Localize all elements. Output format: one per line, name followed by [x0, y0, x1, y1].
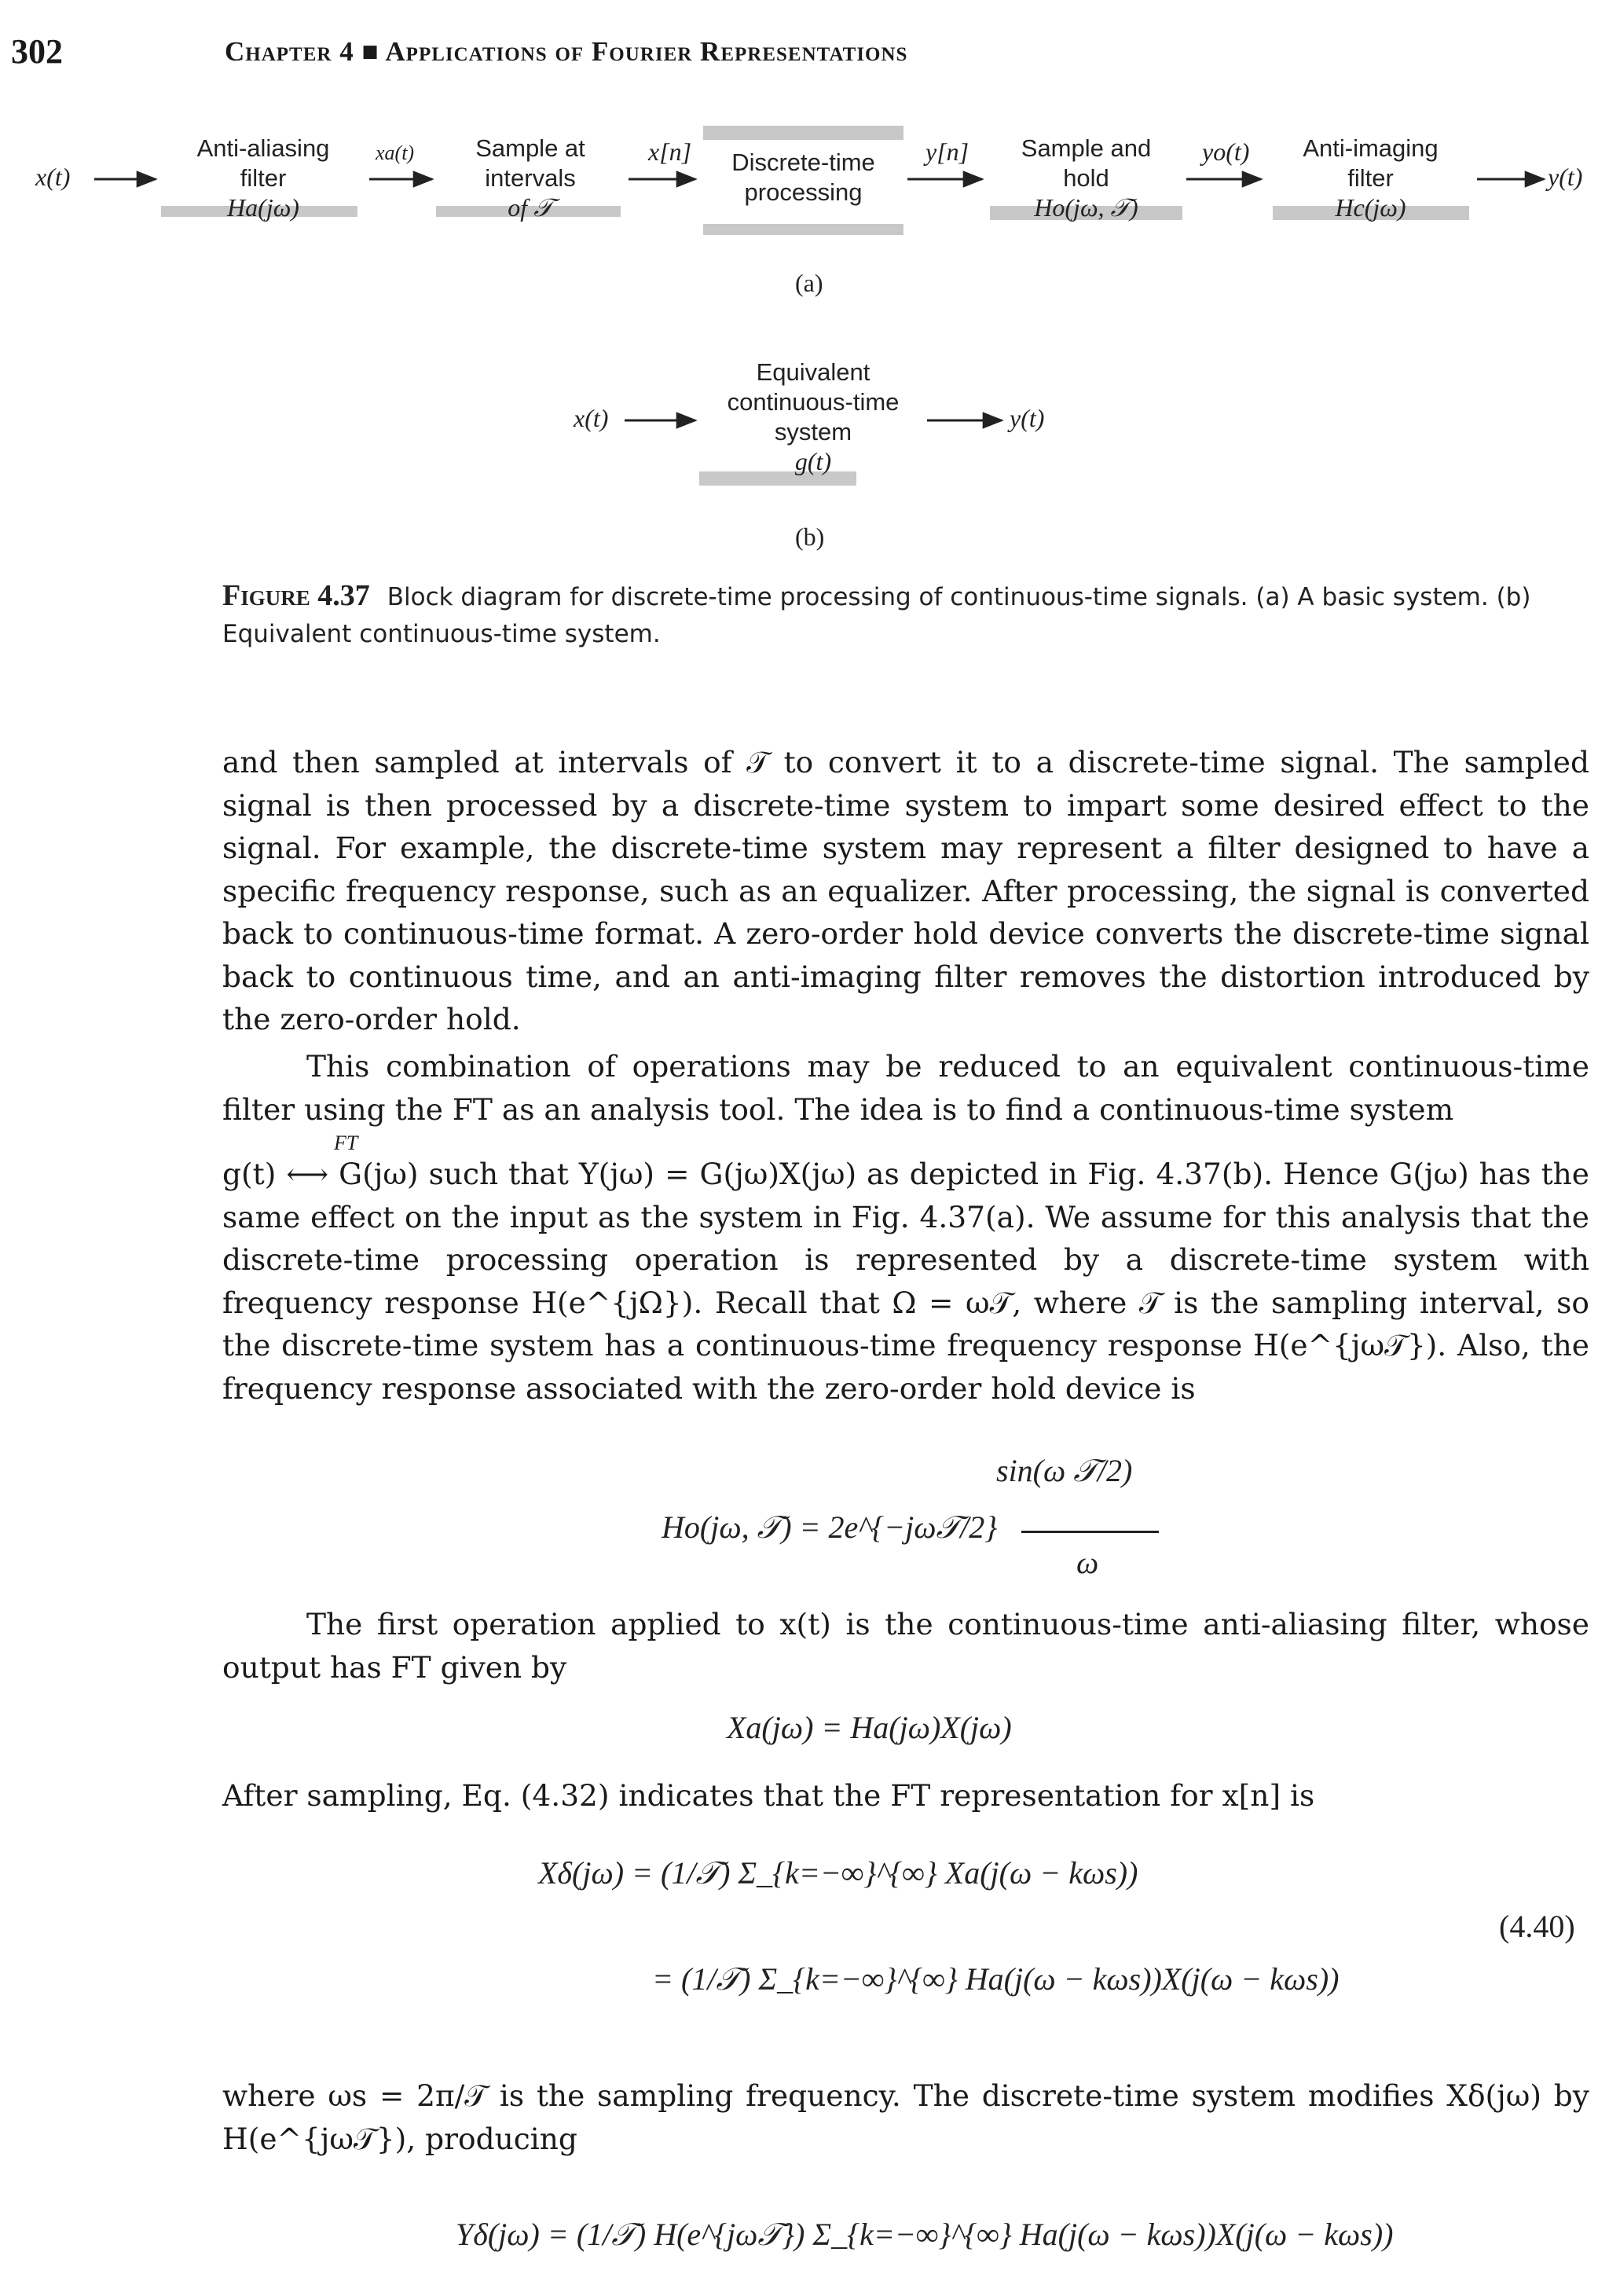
- block-transfer: Ho(jω, 𝒯): [1034, 193, 1138, 222]
- equation-zoh-numerator: sin(ω 𝒯/2): [996, 1453, 1133, 1488]
- paragraph-2b: g(t) ⟷ G(jω) such that Y(jω) = G(jω)X(jω) as depicted in Fig. 4.37(b). Hence G(jω) has the same effect on the input as the system in Fig. 4.37(a). We assume for this analysis that the discrete-time processing operation is represented by a discrete-time system with frequency response H(e^{jΩ}). Recall that Ω = ω𝒯, where 𝒯 is the sampling interval, so the discrete-time system has a continuous-time frequency response H(e^{jω𝒯}). Also, the frequency response associated with the zero-order hold device is: [222, 1157, 1589, 1406]
- equation-xdelta-line1: Xδ(jω) = (1/𝒯) Σ_{k=−∞}^{∞} Xa(j(ω − kωs)): [538, 1855, 1138, 1891]
- equation-xdelta-line2: = (1/𝒯) Σ_{k=−∞}^{∞} Ha(j(ω − kωs))X(j(ω − kωs)): [652, 1961, 1340, 1997]
- block-transfer: Hc(jω): [1335, 193, 1406, 222]
- figure-caption-text: Block diagram for discrete-time processing of continuous-time signals. (a) A basic system. (b) Equivalent continuous-time system.: [222, 583, 1531, 648]
- paragraph-5: where ωs = 2π/𝒯 is the sampling frequency. The discrete-time system modifies Xδ(jω) by H(e^{jω𝒯}), producing: [222, 2078, 1589, 2156]
- block-label-line: hold: [1063, 164, 1109, 192]
- signal-y-t: y(t): [1548, 163, 1583, 191]
- block-anti-imaging: [1266, 134, 1475, 222]
- fraction-bar: [1021, 1531, 1159, 1533]
- equation-zoh-denominator: ω: [1076, 1545, 1099, 1580]
- equation-xa: Xa(jω) = Ha(jω)X(jω): [727, 1710, 1012, 1745]
- page-number: 302: [11, 32, 63, 71]
- signal-x-t: x(t): [35, 163, 71, 191]
- block-label-line: continuous-time: [727, 388, 900, 416]
- signal-y-n: y[n]: [925, 138, 969, 166]
- block-label-line: Discrete-time: [731, 149, 875, 176]
- paragraph-3: The first operation applied to x(t) is the continuous-time anti-aliasing filter, whose output has FT given by: [222, 1607, 1589, 1685]
- signal-y-t-b: y(t): [1010, 404, 1045, 432]
- block-label-line: processing: [744, 178, 863, 206]
- block-label-line: Sample at: [475, 134, 585, 162]
- block-label-line: Equivalent: [756, 358, 870, 386]
- block-discrete-time: [699, 148, 907, 207]
- equation-zoh-lhs: Ho(jω, 𝒯) = 2e^{−jω𝒯/2}: [662, 1509, 998, 1545]
- ft-pair-label: FT: [334, 1131, 358, 1154]
- equation-number: (4.40): [1499, 1909, 1575, 1944]
- chapter-heading: Chapter 4 ■ Applications of Fourier Representations: [225, 36, 908, 67]
- figure-caption: [222, 578, 1589, 653]
- block-sampler: [436, 134, 625, 223]
- signal-x-t-b: x(t): [574, 404, 609, 432]
- sublabel-a: (a): [795, 269, 823, 297]
- block-transfer: of 𝒯: [508, 193, 553, 222]
- signal-x-n: x[n]: [648, 138, 692, 166]
- block-shade-3b: [703, 224, 903, 235]
- block-label-line: system: [774, 418, 852, 446]
- block-label-line: filter: [240, 164, 287, 192]
- signal-yo-t: yo(t): [1202, 138, 1250, 166]
- equation-ydelta: Yδ(jω) = (1/𝒯) H(e^{jω𝒯}) Σ_{k=−∞}^{∞} Ha(j(ω − kωs))X(j(ω − kωs)): [456, 2217, 1394, 2252]
- figure-caption-label: Figure 4.37: [222, 579, 370, 612]
- block-shade-3: [703, 126, 903, 140]
- block-equivalent-system: [695, 358, 931, 476]
- block-transfer: g(t): [794, 447, 832, 475]
- block-label-line: filter: [1347, 164, 1394, 192]
- paragraph-4: After sampling, Eq. (4.32) indicates that the FT representation for x[n] is: [222, 1778, 1315, 1813]
- block-transfer: Ha(jω): [227, 193, 299, 222]
- block-label-line: Sample and: [1021, 134, 1152, 162]
- block-label-line: intervals: [485, 164, 576, 192]
- paragraph-2a: This combination of operations may be reduced to an equivalent continuous-time filter using the FT as an analysis tool. The idea is to find a continuous-time system: [222, 1049, 1589, 1127]
- block-anti-aliasing: [157, 134, 369, 222]
- block-label-line: Anti-aliasing: [196, 134, 330, 162]
- block-label-line: Anti-imaging: [1303, 134, 1439, 162]
- block-sample-hold: [986, 134, 1186, 223]
- paragraph-1: and then sampled at intervals of 𝒯 to convert it to a discrete-time signal. The sampled signal is then processed by a discrete-time system to impart some desired effect to the signal. For example, the discrete-time system may represent a filter designed to have a specific frequency response, such as an equalizer. After processing, the signal is converted back to continuous-time format. A zero-order hold device converts the discrete-time signal back to continuous time, and an anti-imaging filter removes the distortion introduced by the zero-order hold.: [222, 745, 1589, 1036]
- sublabel-b: (b): [795, 523, 825, 551]
- signal-xa-t: xa(t): [376, 141, 415, 164]
